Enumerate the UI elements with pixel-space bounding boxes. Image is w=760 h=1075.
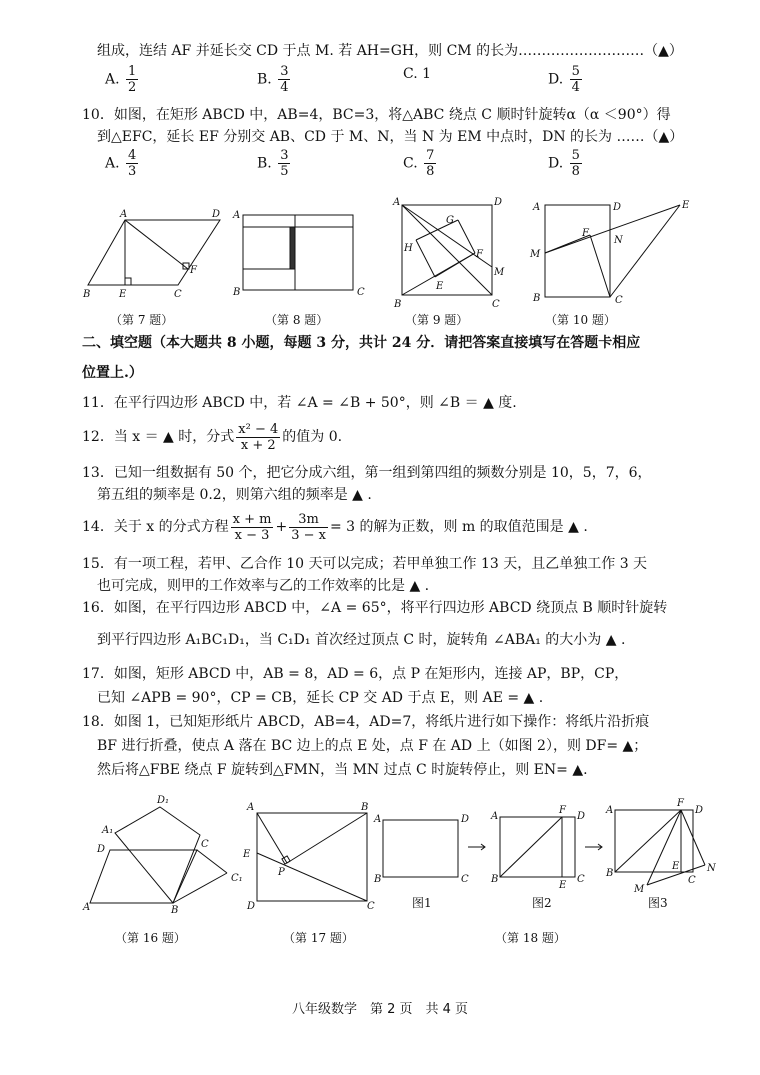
svg-text:C: C [201,839,209,850]
svg-text:F: F [476,249,483,260]
svg-text:A: A [247,802,255,813]
option-label: C. [403,155,423,172]
svg-text:D: D [212,209,221,220]
q10-option-3 [548,148,584,179]
q15-text-line2: 也可完成，则甲的工作效率与乙的工作效率的比是 ▲ . [97,578,430,594]
option-fraction [278,64,290,95]
option-fraction [570,64,582,95]
svg-text:P: P [278,867,285,878]
q12-fraction [236,422,280,453]
figure-18-1 [373,814,469,885]
fraction-numerator: 7 [426,148,435,163]
q10-text-line1: 10．如图，在矩形 ABCD 中，AB=4，BC=3，将△ABC 绕点 C 顺时针旋转α（α ＜90°）得 [82,107,671,123]
fraction-numerator: 1 [128,64,137,79]
figure-caption-top-3: （第 10 题） [545,313,616,327]
option-label: C. [403,66,423,82]
option-value: 1 [422,66,432,82]
q14-f2-denominator: 3 − x [291,527,326,543]
svg-text:F: F [582,228,589,239]
option-fraction [126,148,138,179]
svg-text:A: A [491,811,499,822]
q15-text-line1: 15．有一项工程，若甲、乙合作 10 天可以完成；若甲单独工作 13 天，且乙单独工作 3 天 [82,556,648,572]
fraction-numerator: 5 [571,64,580,79]
figure-18-2 [490,805,585,891]
section2-heading-line2: 位置上.） [82,365,143,381]
q10-text-line2: 到△EFC，延长 EF 分别交 AB、CD 于 M、N，当 N 为 EM 中点时，DN 的长为 ……（▲） [97,129,684,145]
q17-text-line1: 17．如图，矩形 ABCD 中，AB = 8，AD = 6，点 P 在矩形内，连接 AP，BP，CP， [82,666,629,682]
svg-text:D: D [97,844,106,855]
svg-text:G: G [446,215,454,226]
q12-numerator: x² − 4 [238,421,279,437]
fraction-denominator: 4 [571,80,580,95]
q14-post: = 3 的解为正数，则 m 的取值范围是 ▲ . [329,519,588,535]
q17-text-line2: 已知 ∠APB = 90°，CP = CB，延长 CP 交 AD 于点 E，则 AE = ▲ . [97,690,544,706]
q9-option-1 [257,64,292,95]
svg-text:D₁: D₁ [157,795,170,806]
svg-text:C: C [357,287,365,298]
fraction-denominator: 4 [280,80,289,95]
svg-text:M: M [634,884,645,895]
q14-f2-numerator: 3m [289,512,328,528]
q14-fraction-2 [289,512,328,543]
figure-17 [242,802,375,912]
svg-text:B: B [361,802,369,813]
figure-8 [232,210,365,298]
q14-plus: + [275,519,288,535]
q16-text-line2: 到平行四边形 A₁BC₁D₁，当 C₁D₁ 首次经过顶点 C 时，旋转角 ∠ABA₁ 的大小为 ▲ . [97,632,626,648]
option-fraction [278,148,290,179]
svg-text:E: E [243,849,251,860]
svg-text:A: A [393,197,401,208]
svg-text:C: C [492,299,500,310]
fraction-denominator: 5 [280,164,289,179]
fraction-numerator: 3 [280,64,289,79]
svg-text:E: E [672,861,680,872]
figure-caption-top-1: （第 8 题） [265,313,329,327]
svg-text:C: C [367,901,375,912]
svg-text:B: B [171,905,179,916]
figures-row-bottom [75,795,735,915]
svg-text:B: B [374,874,382,885]
svg-text:B: B [606,868,614,879]
q9-option-2 [403,64,431,84]
option-label: D. [548,155,568,172]
svg-text:M: M [494,267,505,278]
q18-text-line1: 18．如图 1，已知矩形纸片 ABCD，AB=4，AD=7，将纸片进行如下操作：将纸片沿折痕 [82,714,650,730]
q12-text [82,420,342,454]
figure-caption-top-0: （第 7 题） [110,313,174,327]
svg-text:D: D [494,197,503,208]
svg-text:E: E [559,880,567,891]
svg-text:D: D [695,805,704,816]
fraction-numerator: 3 [280,148,289,163]
q10-option-0 [105,148,140,179]
q9-option-0 [105,64,140,95]
svg-text:F: F [190,265,197,276]
q12-pre: 12．当 x ＝ ▲ 时，分式 [82,429,235,445]
q18-text-line3: 然后将△FBE 绕点 F 旋转到△FMN，当 MN 过点 C 时旋转停止，则 EN= ▲. [97,762,588,778]
figure-caption-bottom-0: （第 16 题） [115,931,186,945]
figure-18-subcaption-1: 图2 [532,896,552,910]
option-label: B. [257,155,277,172]
section2-heading-line1: 二、填空题（本大题共 8 小题，每题 3 分，共计 24 分．请把答案直接填写在答题卡相应 [82,335,641,351]
svg-text:C: C [688,875,696,886]
svg-text:C: C [461,874,469,885]
svg-text:D: D [247,901,256,912]
svg-text:B: B [233,287,241,298]
fraction-numerator: 4 [128,148,137,163]
q12-post: 的值为 0. [282,429,343,445]
q16-text-line1: 16．如图，在平行四边形 ABCD 中，∠A = 65°，将平行四边形 ABCD 绕顶点 B 顺时针旋转 [82,600,668,616]
q9-text: 组成，连结 AF 并延长交 CD 于点 M. 若 AH=GH，则 CM 的长为………………………（▲） [97,43,683,59]
svg-text:C: C [577,874,585,885]
option-fraction [424,148,436,179]
figure-caption-bottom-1: （第 17 题） [283,931,354,945]
figures-row-top [80,197,730,310]
q11-text: 11．在平行四边形 ABCD 中，若 ∠A = ∠B + 50°，则 ∠B ＝ ▲ 度. [82,395,517,411]
svg-text:B: B [83,289,91,300]
q14-text [82,510,588,544]
q13-text-line2: 第五组的频率是 0.2，则第六组的频率是 ▲ . [97,487,372,503]
svg-text:D: D [613,202,622,213]
svg-text:C: C [174,289,182,300]
svg-text:D: D [577,811,586,822]
svg-text:E: E [436,281,444,292]
option-fraction [570,148,582,179]
arrow-icon [468,844,485,850]
q18-text-line2: BF 进行折叠，使点 A 落在 BC 边上的点 E 处，点 F 在 AD 上（如图 2），则 DF= ▲； [97,738,648,754]
svg-text:A: A [120,209,128,220]
figure-caption-bottom-2: （第 18 题） [495,931,566,945]
figure-16 [82,795,243,916]
svg-text:A: A [374,814,382,825]
option-fraction [126,64,138,95]
q14-f1-numerator: x + m [232,511,272,527]
svg-text:E: E [119,289,127,300]
q10-option-1 [257,148,292,179]
svg-text:B: B [491,874,499,885]
svg-text:B: B [394,299,402,310]
fraction-denominator: 2 [128,80,137,95]
q13-text-line1: 13．已知一组数据有 50 个，把它分成六组，第一组到第四组的频数分别是 10，5，7，6， [82,465,652,481]
q9-option-3 [548,64,584,95]
figure-18-subcaption-0: 图1 [412,896,432,910]
svg-text:N: N [614,235,623,246]
svg-text:F: F [677,798,684,809]
fraction-denominator: 8 [426,164,435,179]
svg-text:A: A [233,210,241,221]
arrow-icon-2 [585,844,602,850]
svg-text:B: B [533,293,541,304]
figure-9 [392,197,505,310]
fraction-denominator: 3 [128,164,137,179]
figure-10 [529,200,690,306]
q14-pre: 14．关于 x 的分式方程 [82,519,229,535]
svg-text:N: N [707,863,716,874]
svg-text:A: A [533,202,541,213]
svg-text:F: F [559,805,566,816]
figure-caption-top-2: （第 9 题） [405,313,469,327]
option-label: A. [105,71,125,88]
svg-text:A₁: A₁ [102,825,114,836]
fraction-denominator: 8 [571,164,580,179]
svg-text:A: A [606,805,614,816]
figure-7 [82,209,220,300]
svg-text:H: H [404,243,413,254]
svg-text:C₁: C₁ [231,873,243,884]
fraction-numerator: 5 [571,148,580,163]
option-label: A. [105,155,125,172]
option-label: D. [548,71,568,88]
svg-text:M: M [530,249,541,260]
page-footer: 八年级数学 第 2 页 共 4 页 [291,1002,469,1017]
svg-text:C: C [615,295,623,306]
q12-denominator: x + 2 [240,437,276,453]
q10-option-2 [403,148,438,179]
q14-f1-denominator: x − 3 [234,527,270,543]
figure-18-3 [605,798,717,895]
figure-18-subcaption-2: 图3 [648,896,668,910]
svg-text:D: D [461,814,470,825]
svg-text:E: E [682,200,690,211]
option-label: B. [257,71,277,88]
q14-fraction-1 [231,512,274,543]
svg-text:A: A [83,902,91,913]
